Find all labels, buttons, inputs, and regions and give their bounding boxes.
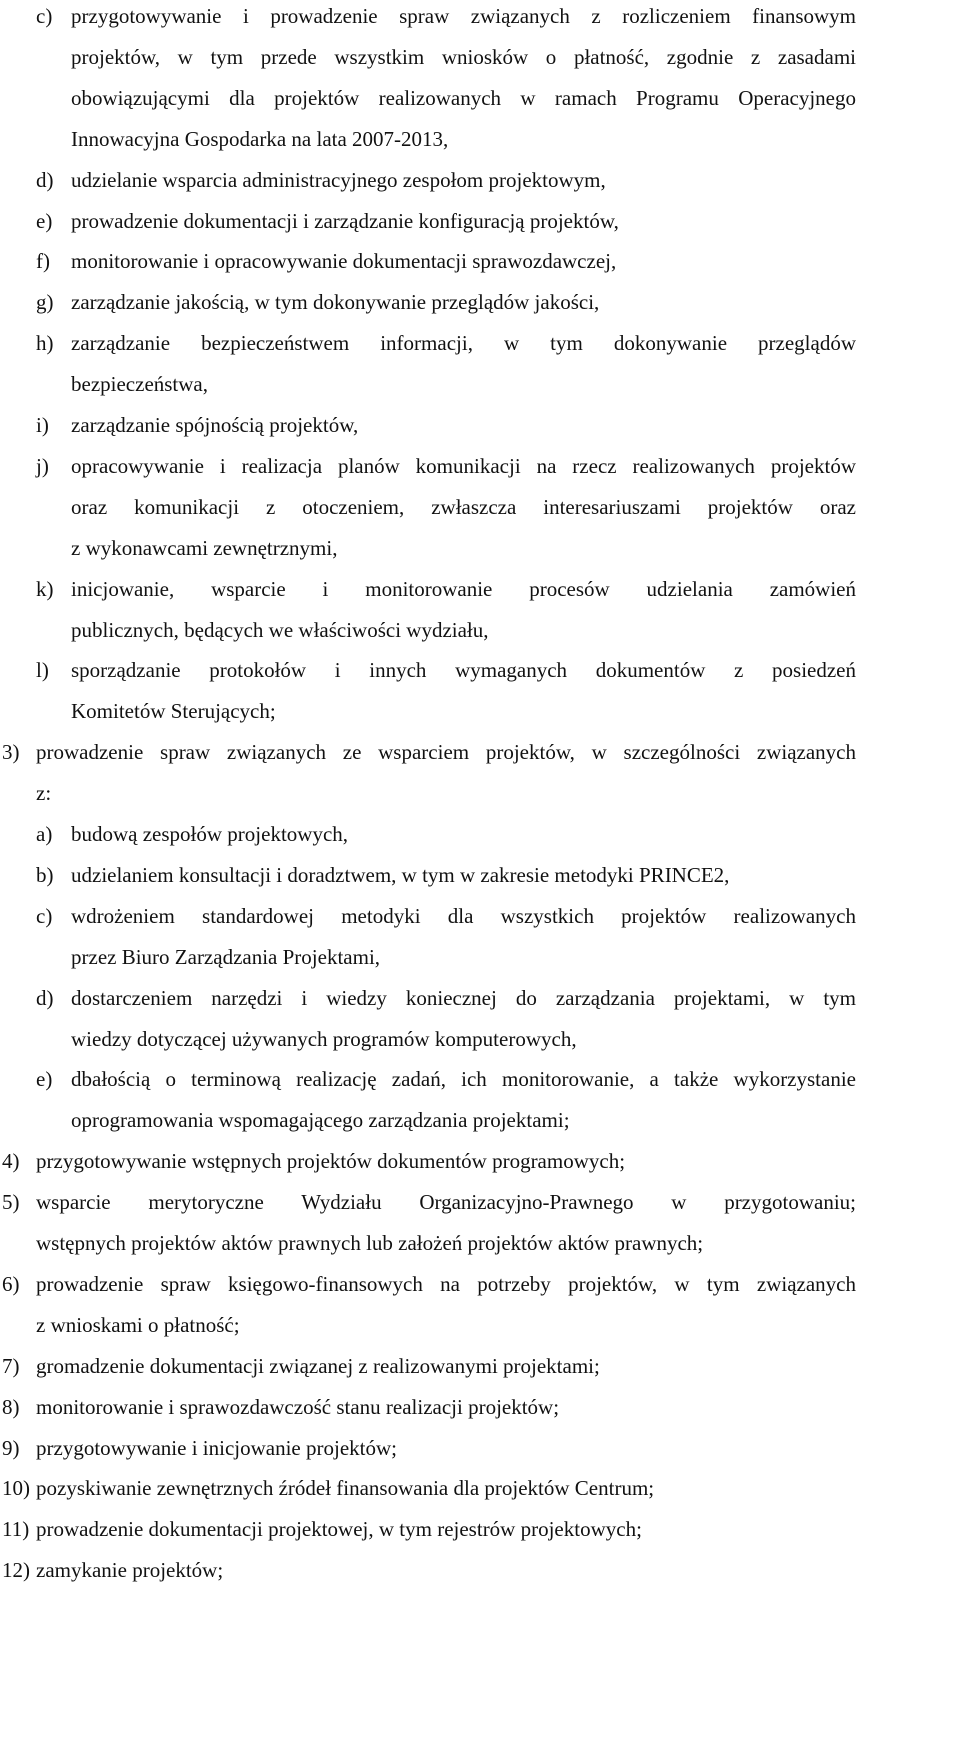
list-item-text-line: publicznych, będących we właściwości wydziału, [71, 617, 489, 642]
list-item-text-line: opracowywanie i realizacja planów komunikacji na rzecz realizowanych projektów [71, 453, 856, 478]
list-marker: 7) [2, 1353, 20, 1378]
list-item-text-line: prowadzenie spraw księgowo-finansowych na potrzeby projektów, w tym związanych [36, 1271, 856, 1296]
list-marker: a) [36, 822, 53, 846]
list-item-text-line: prowadzenie dokumentacji projektowej, w tym rejestrów projektowych; [36, 1517, 642, 1542]
list-item-text-line: gromadzenie dokumentacji związanej z realizowanymi projektami; [36, 1353, 600, 1378]
list-marker: 6) [2, 1271, 20, 1296]
list-marker: i) [36, 413, 49, 437]
list-item-text-line: z wykonawcami zewnętrznymi, [71, 535, 338, 560]
list-item-text-line: monitorowanie i sprawozdawczość stanu realizacji projektów; [36, 1394, 560, 1419]
list-item-text-line: prowadzenie dokumentacji i zarządzanie konfiguracją projektów, [71, 208, 619, 233]
list-item-text-line: wsparcie merytoryczne Wydziału Organizacyjno-Prawnego w przygotowaniu; [36, 1190, 856, 1215]
list-item-text-line: wstępnych projektów aktów prawnych lub założeń projektów aktów prawnych; [36, 1231, 704, 1255]
list-marker: 3) [2, 740, 20, 765]
list-marker: h) [36, 331, 54, 356]
list-marker: c) [36, 903, 53, 928]
list-marker: 5) [2, 1190, 20, 1215]
list-item-text-line: zarządzanie bezpieczeństwem informacji, w tym dokonywanie przeglądów [71, 331, 856, 356]
list-marker: g) [36, 290, 54, 315]
list-marker: k) [36, 576, 54, 601]
list-item-text-line: zamykanie projektów; [36, 1558, 224, 1583]
list-marker: 11) [2, 1517, 30, 1542]
list-item-text-line: zarządzanie spójnością projektów, [71, 413, 359, 437]
list-item-text-line: udzielaniem konsultacji i doradztwem, w tym w zakresie metodyki PRINCE2, [71, 862, 730, 887]
list-item-text-line: z wnioskami o płatność; [36, 1312, 240, 1337]
list-marker: e) [36, 1067, 53, 1092]
list-item-text-line: oprogramowania wspomagającego zarządzania projektami; [71, 1108, 570, 1133]
list-marker: d) [36, 167, 54, 192]
list-item-text-line: przygotowywanie i inicjowanie projektów; [36, 1435, 397, 1460]
list-item-text-line: sporządzanie protokołów i innych wymaganych dokumentów z posiedzeń [71, 658, 856, 683]
list-item-text-line: bezpieczeństwa, [71, 372, 209, 397]
list-item-text-line: przez Biuro Zarządzania Projektami, [71, 944, 381, 969]
list-marker: 12) [2, 1558, 30, 1583]
list-item-text-line: oraz komunikacji z otoczeniem, zwłaszcza interesariuszami projektów oraz [71, 494, 856, 519]
list-item-text-line: Innowacyjna Gospodarka na lata 2007-2013, [71, 126, 449, 151]
list-item-text-line: budową zespołów projektowych, [71, 822, 349, 846]
list-marker: b) [36, 862, 54, 887]
list-item-text-line: z: [36, 781, 52, 806]
list-item-text-line: pozyskiwanie zewnętrznych źródeł finansowania dla projektów Centrum; [36, 1476, 655, 1501]
list-item-text-line: dbałością o terminową realizację zadań, ich monitorowanie, a także wykorzystanie [71, 1067, 856, 1092]
list-item-text-line: Komitetów Sterujących; [71, 699, 276, 724]
list-item-text-line: zarządzanie jakością, w tym dokonywanie przeglądów jakości, [71, 290, 600, 315]
list-marker: f) [36, 249, 50, 274]
list-item-text-line: udzielanie wsparcia administracyjnego zespołom projektowym, [71, 167, 606, 192]
list-marker: l) [36, 658, 49, 683]
list-marker: j) [36, 453, 49, 478]
list-item-text-line: prowadzenie spraw związanych ze wsparciem projektów, w szczególności związanych [36, 740, 856, 765]
list-marker: d) [36, 985, 54, 1010]
list-marker: 4) [2, 1149, 20, 1174]
list-marker: e) [36, 208, 53, 233]
list-item-text-line: monitorowanie i opracowywanie dokumentacji sprawozdawczej, [71, 249, 617, 274]
list-item-text-line: wdrożeniem standardowej metodyki dla wszystkich projektów realizowanych [71, 903, 856, 928]
list-item-text-line: obowiązującymi dla projektów realizowanych w ramach Programu Operacyjnego [71, 85, 856, 110]
list-item-text-line: dostarczeniem narzędzi i wiedzy koniecznej do zarządzania projektami, w tym [71, 985, 856, 1010]
list-item-text-line: przygotowywanie wstępnych projektów dokumentów programowych; [36, 1149, 626, 1174]
list-item-text-line: inicjowanie, wsparcie i monitorowanie procesów udzielania zamówień [71, 576, 856, 601]
list-marker: c) [36, 4, 53, 28]
list-marker: 8) [2, 1394, 20, 1419]
list-item-text-line: przygotowywanie i prowadzenie spraw związanych z rozliczeniem finansowym [71, 4, 856, 28]
list-marker: 10) [2, 1476, 30, 1501]
list-item-text-line: projektów, w tym przede wszystkim wniosków o płatność, zgodnie z zasadami [71, 44, 856, 69]
list-item-text-line: wiedzy dotyczącej używanych programów komputerowych, [71, 1026, 577, 1051]
list-marker: 9) [2, 1435, 20, 1460]
